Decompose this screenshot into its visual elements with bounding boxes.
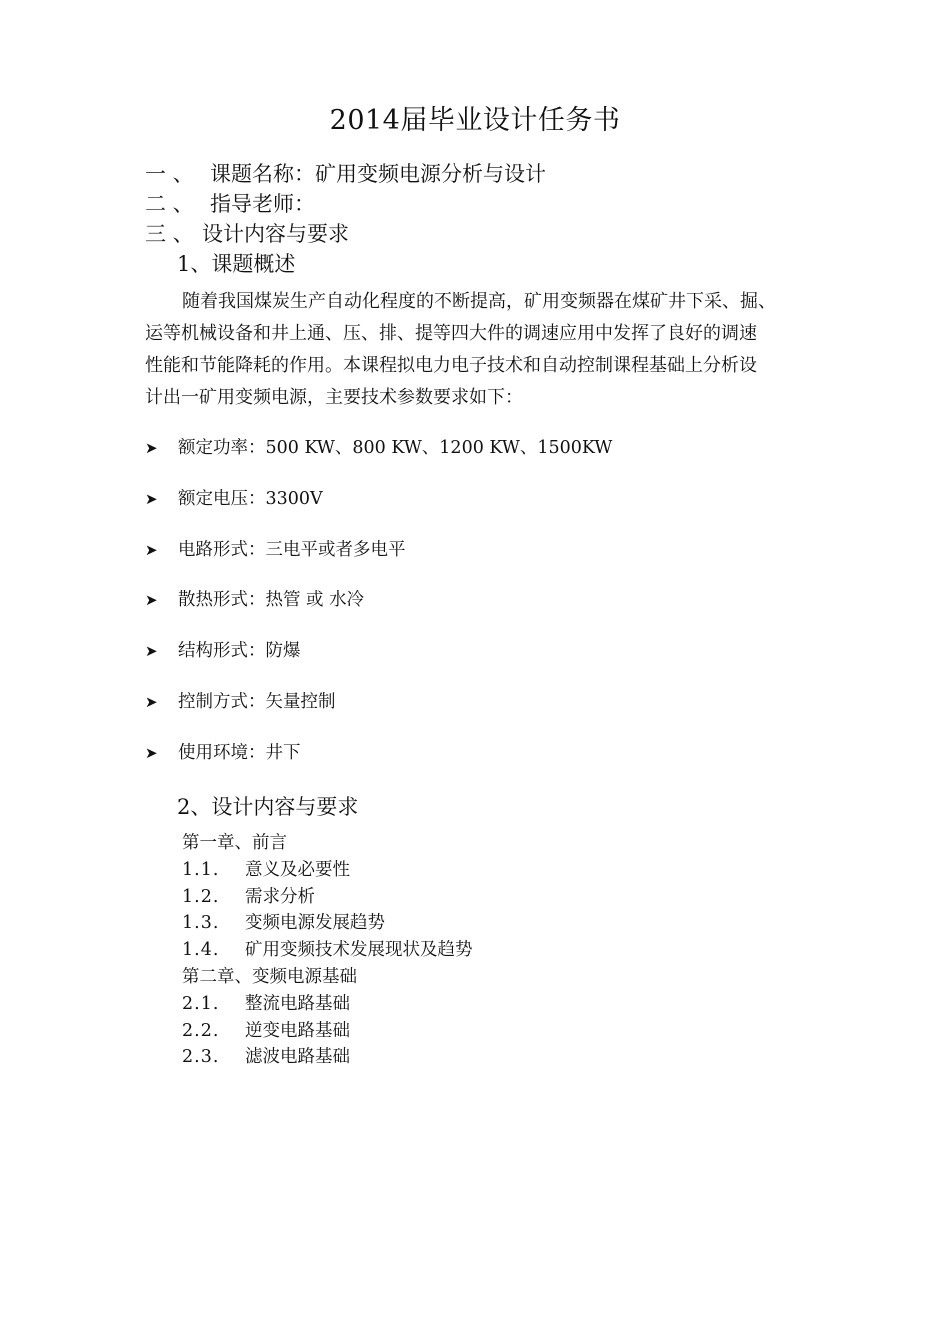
toc-item-text: 需求分析	[245, 886, 315, 907]
section-topic	[145, 158, 546, 188]
list-item-text: 结构形式：防爆	[178, 641, 301, 662]
toc-item	[182, 857, 473, 884]
section-number: 一 、	[145, 162, 194, 186]
parameter-list	[145, 432, 845, 788]
toc-item-number: 2.1.	[182, 993, 220, 1014]
toc-item-number: 1.4.	[182, 940, 220, 961]
toc-item-number: 1.3.	[182, 913, 220, 934]
list-item	[145, 584, 845, 635]
arrow-bullet-icon: ➤	[145, 591, 158, 610]
list-item-text: 额定功率：500 KW、800 KW、1200 KW、1500KW	[178, 438, 613, 458]
paragraph-line: 计出一矿用变频电源，主要技术参数要求如下：	[145, 387, 523, 408]
list-item-text: 电路形式：三电平或者多电平	[178, 539, 406, 560]
toc-item-number: 1.2.	[182, 886, 220, 907]
section-text: 设计内容与要求	[202, 222, 349, 246]
section-design-content	[145, 218, 349, 248]
toc-item	[182, 937, 473, 964]
arrow-bullet-icon: ➤	[145, 439, 158, 457]
toc-item-text: 滤波电路基础	[245, 1047, 350, 1068]
design-heading: 2、设计内容与要求	[177, 795, 359, 819]
paragraph-line: 运等机械设备和井上通、压、排、提等四大件的调速应用中发挥了良好的调速	[145, 323, 757, 344]
list-item	[145, 635, 845, 686]
toc-item-text: 整流电路基础	[245, 993, 350, 1014]
toc-item	[182, 884, 473, 911]
list-item	[145, 686, 845, 737]
toc-item	[182, 910, 473, 937]
toc-item	[182, 1018, 473, 1045]
toc-item-number: 2.3.	[182, 1047, 220, 1068]
section-text: 指导老师：	[210, 192, 315, 216]
toc-item-number: 1.1.	[182, 859, 220, 880]
arrow-bullet-icon: ➤	[145, 642, 158, 661]
toc-item-text: 意义及必要性	[245, 859, 350, 880]
section-text: 课题名称：矿用变频电源分析与设计	[210, 162, 546, 186]
toc-item-text: 变频电源发展趋势	[245, 913, 385, 934]
section-number: 二 、	[145, 192, 194, 216]
section-number: 三 、	[145, 222, 194, 246]
list-item	[145, 483, 845, 534]
toc-item-number: 2.2.	[182, 1020, 220, 1041]
arrow-bullet-icon: ➤	[145, 540, 158, 559]
paragraph-line: 随着我国煤炭生产自动化程度的不断提高，矿用变频器在煤矿井下采、掘、	[182, 291, 776, 312]
paragraph-line: 性能和节能降耗的作用。本课程拟电力电子技术和自动控制课程基础上分析设	[145, 355, 757, 376]
list-item-text: 控制方式：矢量控制	[178, 691, 336, 712]
chapter-title: 第二章、变频电源基础	[182, 966, 357, 987]
list-item-text: 使用环境：井下	[178, 742, 301, 763]
overview-heading: 1、课题概述	[177, 252, 296, 276]
chapter-title: 第一章、前言	[182, 833, 287, 853]
table-of-contents	[182, 830, 473, 1071]
list-item	[145, 534, 845, 585]
toc-item	[182, 991, 473, 1018]
list-item-text: 额定电压：3300V	[178, 488, 323, 509]
toc-item-text: 逆变电路基础	[245, 1020, 350, 1041]
document-title: 2014届毕业设计任务书	[329, 105, 621, 136]
section-advisor	[145, 188, 315, 218]
toc-item-text: 矿用变频技术发展现状及趋势	[245, 940, 473, 961]
arrow-bullet-icon: ➤	[145, 692, 158, 711]
list-item-text: 散热形式：热管 或 水冷	[178, 590, 365, 611]
arrow-bullet-icon: ➤	[145, 743, 158, 762]
toc-item	[182, 1044, 473, 1071]
overview-paragraph	[145, 286, 825, 414]
list-item	[145, 737, 845, 788]
list-item	[145, 432, 845, 483]
arrow-bullet-icon: ➤	[145, 489, 158, 508]
